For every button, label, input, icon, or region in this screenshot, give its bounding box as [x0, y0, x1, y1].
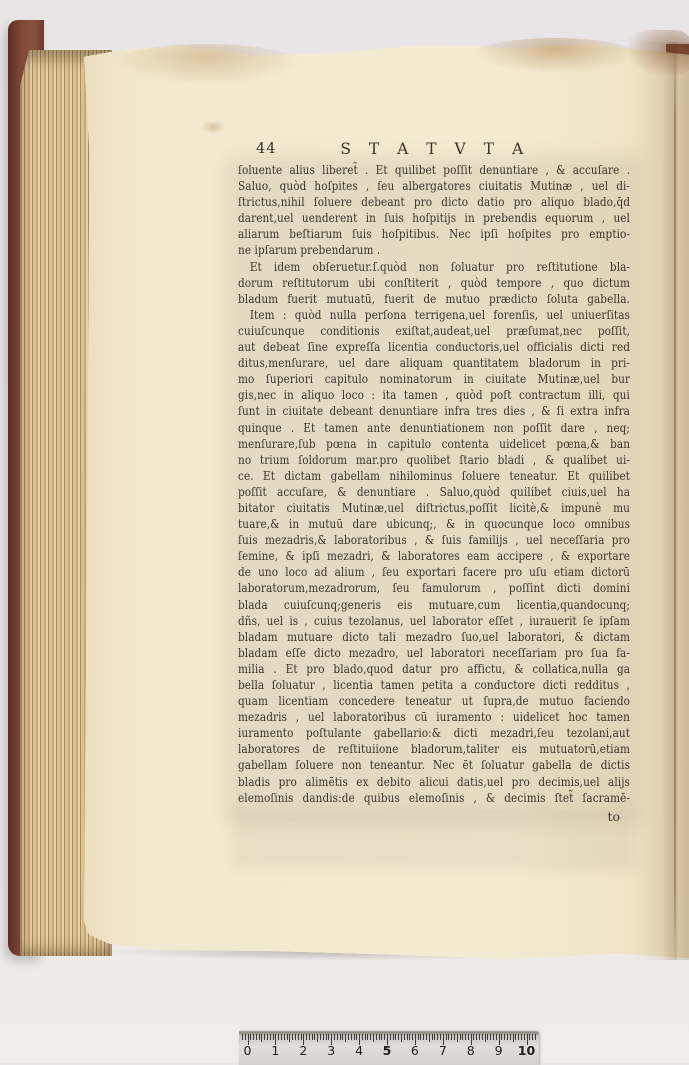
text-line: Saluo, quòd hoſpites , ſeu albergatores ciuitatis Mutinæ , uel di-: [238, 178, 631, 194]
text-line: Et idem obſeruetur.ſ.quòd non ſoluatur pro reſtitutione bla-: [249, 258, 631, 274]
ruler-tick: [373, 1034, 374, 1042]
text-line: menſurare,ſub pœna in capitulo contenta uidelicet pœna,& ban: [238, 435, 631, 451]
ruler-tick: [326, 1034, 327, 1040]
ruler-tick: [384, 1034, 385, 1040]
ruler-tick: [448, 1034, 449, 1040]
ruler-tick: [320, 1034, 321, 1040]
ruler-tick: [429, 1034, 430, 1042]
ruler-number: 1: [271, 1043, 280, 1058]
text-line: iuramento poſtulante gabellario:& dicti mezadri,ſeu tezolani,aut: [238, 725, 631, 741]
ruler-tick: [513, 1034, 514, 1042]
ruler-tick: [418, 1034, 419, 1040]
text-line: ſuis mezadris,& laboratoribus , & ſuis familijs , uel neceſſaria pro: [238, 532, 631, 548]
text-line: ſunt in ciuitate debeant denuntiare infra tres dies , & ſi extra infra: [238, 403, 631, 419]
ruler-tick: [393, 1034, 394, 1040]
ruler-tick: [245, 1034, 246, 1040]
ruler-tick: [287, 1034, 288, 1040]
ruler-tick: [432, 1034, 433, 1040]
ruler-tick: [328, 1034, 329, 1040]
ruler-tick: [314, 1034, 315, 1040]
ruler-tick: [423, 1034, 424, 1040]
ruler-tick: [446, 1034, 447, 1040]
ruler-tick: [420, 1034, 421, 1040]
ruler-tick: [482, 1034, 483, 1040]
ruler-tick: [284, 1034, 285, 1040]
ruler-number: 8: [466, 1043, 475, 1058]
text-line: elemoſinis dandis:de quibus elemoſinis , & decimis ſtet̃ ſacramē-: [238, 789, 630, 805]
ruler-tick: [535, 1034, 536, 1040]
ruler-number: 6: [410, 1043, 419, 1058]
ruler-tick: [289, 1034, 290, 1042]
text-line: poſſit accuſare, & denuntiare . Saluo,quòd quilibet ciuis,uel ha: [238, 483, 631, 499]
text-line: quam licentiam concedere teneatur ut ſupra,de mutuo faciendo: [238, 693, 631, 709]
text-line: bladum fuerit mutuatū, fuerit de mutuo prædicto ſoluta gabella.: [238, 290, 630, 306]
text-line: ne ipſarum prebendarum .: [238, 242, 381, 258]
ruler-tick: [426, 1034, 427, 1040]
ruler-tick: [370, 1034, 371, 1040]
text-line: Item : quòd nulla perſona terrigena,uel forenſis, uel uniuerſitas: [249, 306, 630, 322]
text-line: mo ſuperiori capitulo nominatorum in ciuitate Mutinæ,uel bur: [238, 371, 631, 387]
ruler-tick: [281, 1034, 282, 1040]
ruler-number: 10: [517, 1043, 536, 1058]
ruler-tick: [390, 1034, 391, 1040]
ruler-tick: [404, 1034, 405, 1040]
ruler-tick: [473, 1034, 474, 1040]
ruler-tick: [334, 1034, 335, 1040]
ruler-tick: [362, 1034, 363, 1040]
text-line: bladis pro alimētis ex debito alicui datis,uel pro decimis,uel alijs: [238, 773, 630, 789]
ruler-tick: [515, 1034, 516, 1040]
ruler-tick: [348, 1034, 349, 1040]
text-line: milia . Et pro blado,quod datur pro affictu, & collatica,nulla ga: [238, 660, 631, 676]
ruler-tick: [298, 1034, 299, 1040]
ruler-tick: [501, 1034, 502, 1040]
ruler-tick: [532, 1034, 533, 1040]
ruler-tick: [292, 1034, 293, 1040]
text-line: ſoluente alius liberet̃ . Et quilibet poſſit denuntiare , & accuſare .: [238, 162, 631, 177]
text-block: [238, 162, 630, 806]
ruler-tick: [312, 1034, 313, 1040]
ruler-number: 7: [438, 1043, 447, 1058]
ruler-tick: [264, 1034, 265, 1040]
ruler: [239, 1031, 539, 1065]
ruler-number: 2: [299, 1043, 308, 1058]
ruler-tick: [468, 1034, 469, 1040]
ruler-number: 0: [243, 1043, 252, 1058]
text-line: mezadris , uel laboratoribus cū iuramento : uidelicet hoc tamen: [238, 709, 631, 725]
text-line: tuare,& in mutuū dare ubicunq;, & in quocunque loco omnibus: [238, 516, 631, 532]
ruler-number: 3: [327, 1043, 336, 1058]
ruler-tick: [323, 1034, 324, 1040]
ruler-tick: [407, 1034, 408, 1040]
ruler-tick: [510, 1034, 511, 1040]
text-line: blada cuiuſcunq;generis eis mutuare,cum licentia,quandocunq;: [238, 596, 631, 612]
ruler-tick: [345, 1034, 346, 1042]
ruler-tick: [434, 1034, 435, 1040]
ruler-tick: [440, 1034, 441, 1040]
ruler-tick: [253, 1034, 254, 1040]
text-line: dñs, uel is , cuius tezolanus, uel laborator eſſet , iurauerit ſe ipſam: [238, 612, 630, 628]
text-line: de uno loco ad alium , ſeu exportari facere pro uſu etiam dictorū: [238, 564, 631, 580]
catchword: to: [607, 809, 620, 824]
ruler-tick: [496, 1034, 497, 1040]
ruler-tick: [356, 1034, 357, 1040]
text-line: quinque . Et tamen ante denuntiationem non poſſit dare , neq;: [238, 419, 631, 435]
page-number: 44: [256, 141, 277, 157]
ruler-tick: [295, 1034, 296, 1040]
ruler-number: 9: [494, 1043, 503, 1058]
ruler-number: 5: [382, 1043, 392, 1058]
text-line: laboratores de reſtituiione bladorum,taliter eis mutuatorū,etiam: [238, 741, 631, 757]
text-line: ditus,menſurare, uel dare aliquam quantitatem bladorum in pri-: [238, 355, 631, 371]
ruler-tick: [367, 1034, 368, 1040]
ruler-tick: [485, 1034, 486, 1042]
text-line: darent,uel uenderent in ſuis hoſpitijs in prebendis equorum , uel: [238, 210, 630, 226]
ruler-tick: [460, 1034, 461, 1040]
ruler-tick: [256, 1034, 257, 1040]
ruler-tick: [398, 1034, 399, 1040]
ruler-tick: [381, 1034, 382, 1040]
ruler-tick: [261, 1034, 262, 1042]
ruler-tick: [379, 1034, 380, 1040]
ruler-tick: [259, 1034, 260, 1040]
text-line: cuiuſcunque conditionis exiſtat,audeat,uel præſumat,nec poſſit,: [238, 322, 631, 338]
ruler-tick: [487, 1034, 488, 1040]
ruler-tick: [451, 1034, 452, 1040]
ruler-tick: [337, 1034, 338, 1040]
ruler-tick: [521, 1034, 522, 1040]
text-line: dorum reſtitutorum ubi conſtiterit , quòd tempore , quo dictum: [238, 274, 631, 290]
ruler-tick: [409, 1034, 410, 1040]
ruler-tick: [504, 1034, 505, 1040]
text-line: aliarum beſtiarum ſuis hoſpitibus. Nec ipſi hoſpites pro emptio-: [238, 226, 631, 242]
ruler-tick: [518, 1034, 519, 1040]
ruler-number: 4: [355, 1043, 364, 1058]
text-line: ce. Et dictam gabellam nihilominus ſoluere teneatur. Et quilibet: [238, 467, 631, 483]
ruler-tick: [462, 1034, 463, 1040]
ruler-tick: [267, 1034, 268, 1040]
ruler-tick: [524, 1034, 525, 1040]
ruler-tick: [250, 1034, 251, 1040]
ruler-tick: [317, 1034, 318, 1042]
text-line: gis,nec in aliquo loco : ita tamen , quòd poſt contractum illi, qui: [238, 387, 630, 403]
ruler-tick: [479, 1034, 480, 1040]
ruler-tick: [529, 1034, 530, 1040]
ruler-tick: [465, 1034, 466, 1040]
text-line: bella ſoluatur , licentia tamen petita a conductore dicti redditus ,: [238, 677, 630, 692]
ruler-tick: [306, 1034, 307, 1040]
ruler-tick: [351, 1034, 352, 1040]
ruler-tick: [354, 1034, 355, 1040]
ruler-tick: [412, 1034, 413, 1040]
ruler-tick: [476, 1034, 477, 1040]
text-line: no trium ſoldorum mar.pro quolibet ſtario bladi , & qualibet ui-: [238, 451, 631, 467]
text-line: bitator ciuitatis Mutinæ,uel diſtrictus,poſſit licitè,& impunè mu: [238, 499, 631, 515]
ruler-tick: [493, 1034, 494, 1040]
ruler-tick: [490, 1034, 491, 1040]
ruler-tick: [454, 1034, 455, 1040]
ruler-tick: [278, 1034, 279, 1040]
ruler-tick: [270, 1034, 271, 1040]
text-line: bladam eſſe dicto mezadro, uel laboratori neceſſariam pro ſua fa-: [238, 644, 630, 660]
ruler-tick: [309, 1034, 310, 1040]
ruler-tick: [340, 1034, 341, 1040]
running-title: S T A T V T A: [340, 140, 530, 158]
ruler-tick: [457, 1034, 458, 1042]
ruler-tick: [342, 1034, 343, 1040]
text-line: ſtrictus,nihil ſoluere debeant pro dicto datio pro aliquo blado,q̄d: [238, 194, 631, 210]
ruler-tick: [507, 1034, 508, 1040]
ruler-tick: [242, 1034, 243, 1040]
text-line: laboratorum,mezadrorum, ſeu famulorum , poſſint dicti domini: [238, 580, 631, 596]
text-line: bladam mutuare dicto tali mezadro ſuo,uel laboratori, & dictam: [238, 628, 631, 644]
ruler-tick: [273, 1034, 274, 1040]
ruler-tick: [365, 1034, 366, 1040]
ruler-tick: [401, 1034, 402, 1042]
text-line: ſemine, & ipſi mezadri, & laboratores eam accipere , & exportare: [238, 548, 631, 564]
text-line: gabellam ſoluere non teneantur. Nec ēt ſoluatur gabella de dictis: [238, 757, 631, 773]
ruler-tick: [376, 1034, 377, 1040]
ruler-tick: [395, 1034, 396, 1040]
ruler-tick: [437, 1034, 438, 1040]
ruler-tick: [301, 1034, 302, 1040]
text-line: aut debeat ſine expreſſa licentia conductoris,uel officialis dicti red: [238, 339, 631, 355]
